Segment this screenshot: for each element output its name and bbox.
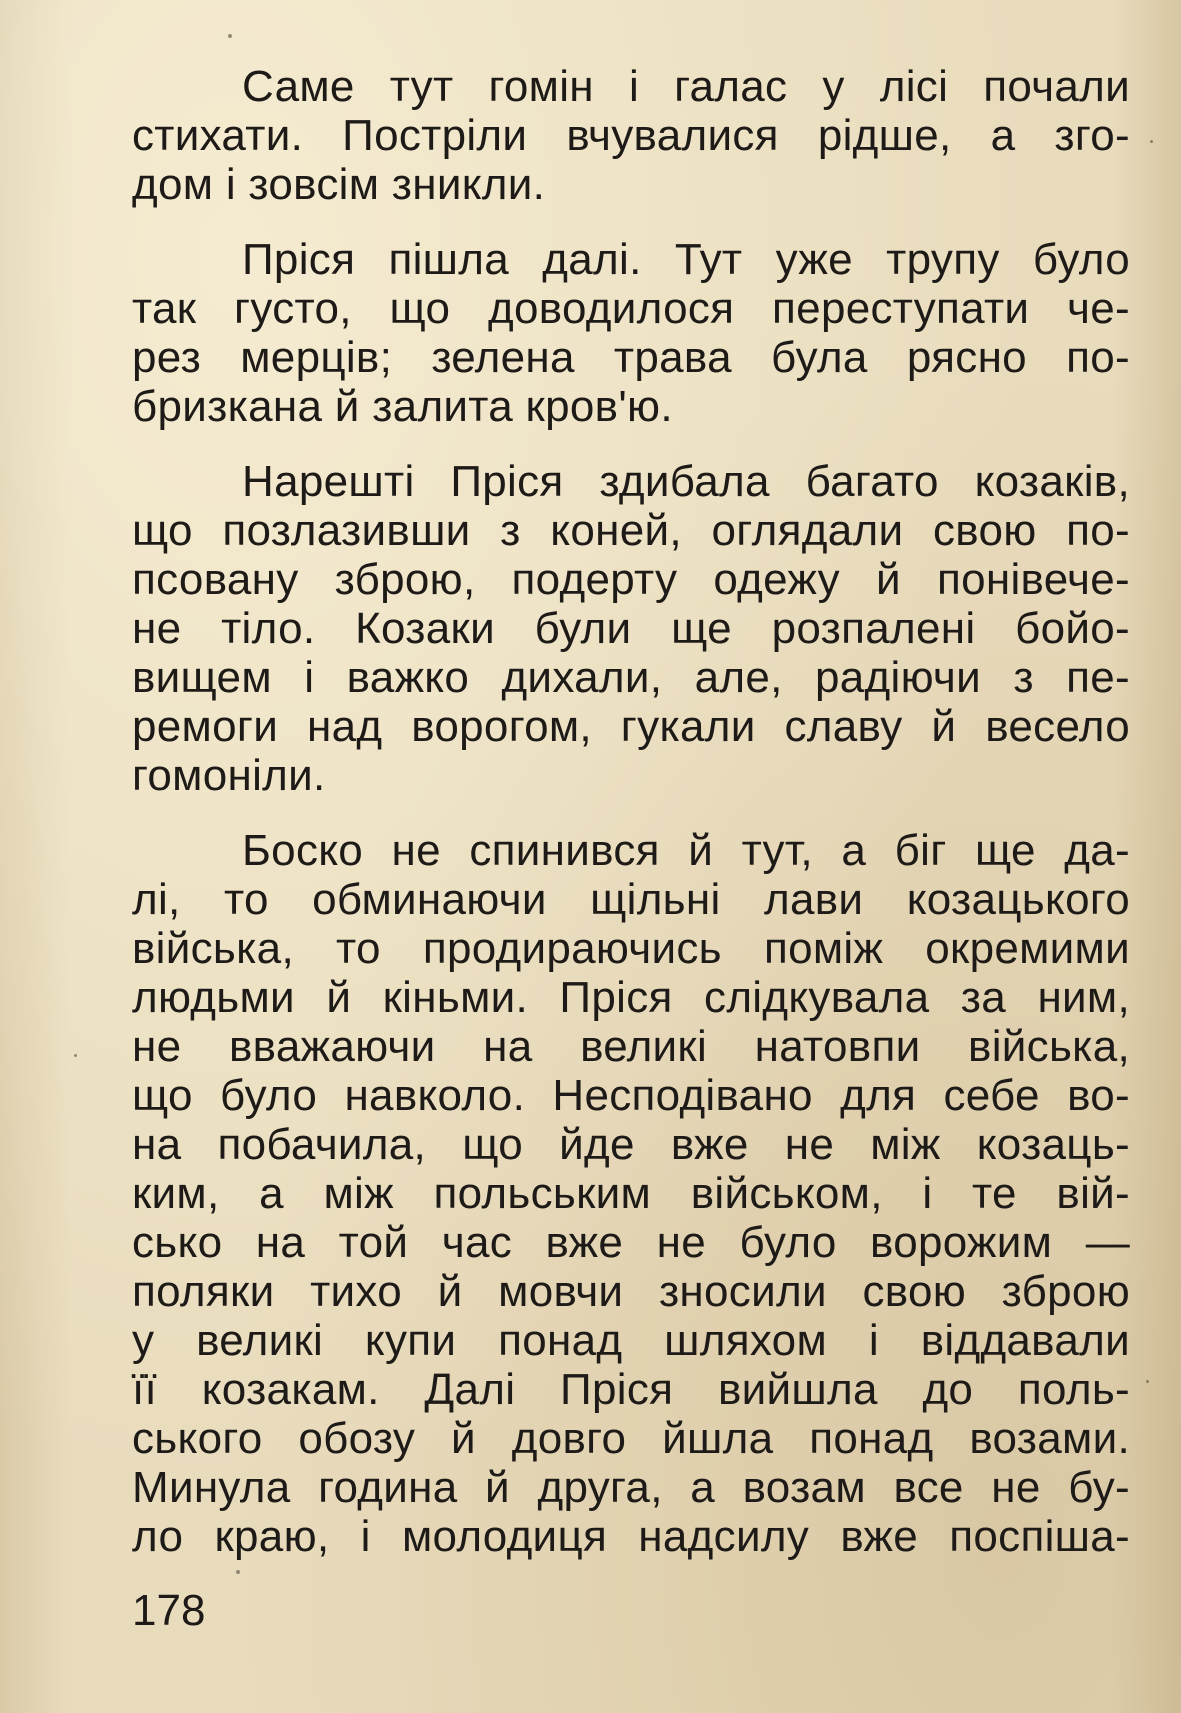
text-line: ло краю, і молодиця надсилу вже поспіша- [132, 1512, 1130, 1561]
text-line: псовану зброю, подерту одежу й понівече- [132, 555, 1130, 604]
text-line: війська, то продираючись поміж окремими [132, 924, 1130, 973]
paragraph-3 [132, 457, 1130, 800]
text-line: що було навколо. Несподівано для себе во- [132, 1071, 1130, 1120]
text-line: Минула година й друга, а возам все не бу- [132, 1463, 1130, 1512]
text-line: поляки тихо й мовчи зносили свою зброю [132, 1267, 1130, 1316]
text-line: гомоніли. [132, 751, 326, 800]
text-line: так густо, що доводилося переступати че- [132, 284, 1130, 333]
paragraph-1 [132, 62, 1130, 209]
text-line: Пріся пішла далі. Тут уже трупу було [242, 235, 1130, 284]
text-line: сько на той час вже не було ворожим — [132, 1218, 1130, 1267]
paragraph-2 [132, 235, 1130, 431]
text-line: її козакам. Далі Пріся вийшла до поль- [132, 1365, 1130, 1414]
text-line: не тіло. Козаки були ще розпалені бойо- [132, 604, 1130, 653]
text-line: на побачила, що йде вже не між козаць- [132, 1120, 1130, 1169]
text-line: що позлазивши з коней, оглядали свою по- [132, 506, 1130, 555]
text-line: вищем і важко дихали, але, радіючи з пе- [132, 653, 1130, 702]
text-line: рез мерців; зелена трава була рясно по- [132, 333, 1130, 382]
text-line: Саме тут гомін і галас у лісі почали [242, 62, 1130, 111]
text-line: бризкана й залита кров'ю. [132, 382, 673, 431]
text-line: не вважаючи на великі натовпи війська, [132, 1022, 1130, 1071]
paper-speck [236, 1570, 240, 1574]
text-line: Боско не спинився й тут, а біг ще да- [242, 826, 1130, 875]
text-line: людьми й кіньми. Пріся слідкувала за ним, [132, 973, 1130, 1022]
page-number: 178 [132, 1586, 206, 1635]
text-line: лі, то обминаючи щільні лави козацького [132, 875, 1130, 924]
text-line: Нарешті Пріся здибала багато козаків, [242, 457, 1130, 506]
paper-speck [228, 34, 232, 38]
text-line: ремоги над ворогом, гукали славу й весело [132, 702, 1130, 751]
text-line: у великі купи понад шляхом і віддавали [132, 1316, 1130, 1365]
text-line: дом і зовсім зникли. [132, 160, 546, 209]
paper-speck [1150, 140, 1153, 143]
paper-speck [1146, 1380, 1149, 1383]
text-body [132, 62, 1130, 1561]
paragraph-4 [132, 826, 1130, 1561]
paper-speck [74, 1054, 77, 1057]
text-line: ким, а між польським військом, і те вій- [132, 1169, 1130, 1218]
text-line: стихати. Постріли вчувалися рідше, а зго- [132, 111, 1130, 160]
text-line: ського обозу й довго йшла понад возами. [132, 1414, 1130, 1463]
